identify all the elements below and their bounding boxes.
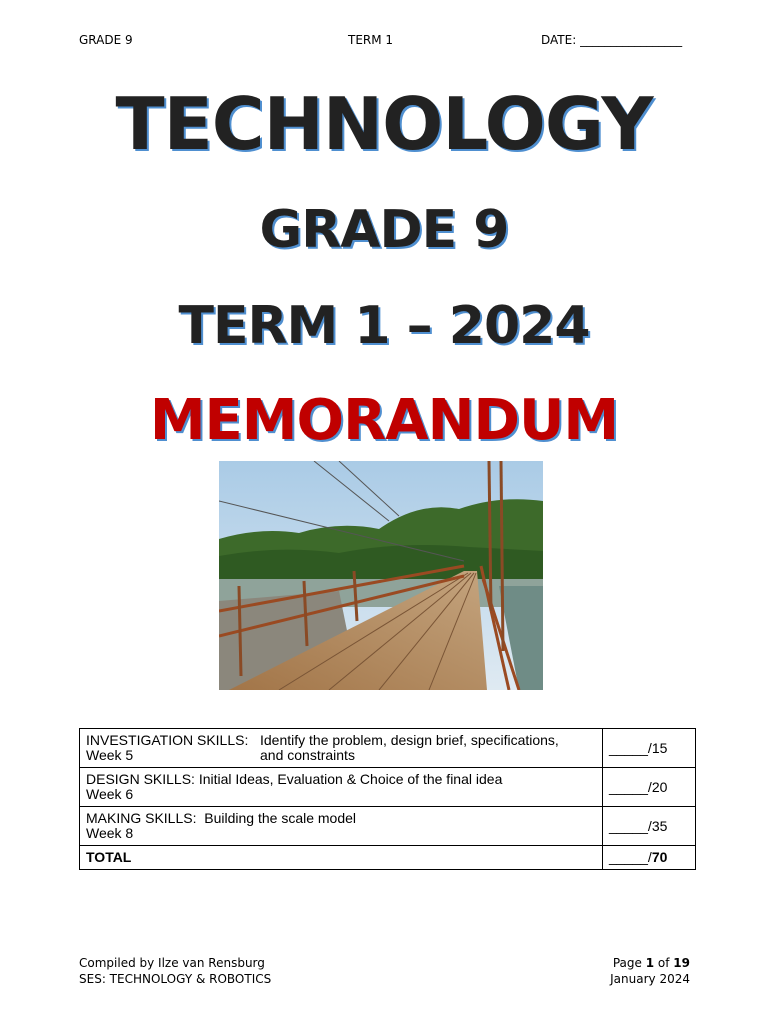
total-label: TOTAL [80, 846, 603, 870]
footer-right [610, 955, 690, 987]
week-label: Week 5 [86, 747, 134, 763]
table-row [80, 807, 696, 846]
making-cell [80, 807, 603, 846]
table-row [80, 846, 696, 870]
footer-ses: SES: TECHNOLOGY & ROBOTICS [79, 972, 272, 986]
score-field: _____/35 [603, 807, 696, 846]
bridge-photo [219, 461, 543, 690]
header-date: DATE: _________________ [541, 33, 683, 47]
skill-label: INVESTIGATION SKILLS: [86, 732, 249, 748]
title-technology: TECHNOLOGY [115, 82, 653, 166]
skill-description: Initial Ideas, Evaluation & Choice of the final idea [198, 771, 503, 787]
footer-left [79, 955, 271, 987]
skill-description: Building the scale model [204, 810, 357, 826]
score-field: _____/20 [603, 768, 696, 807]
table-row [80, 768, 696, 807]
title-grade: GRADE 9 [259, 200, 509, 260]
footer-date: January 2024 [610, 972, 690, 986]
investigation-cell [80, 729, 603, 768]
score-field: _____/15 [603, 729, 696, 768]
skill-label: DESIGN SKILLS: [86, 771, 195, 787]
total-score [603, 846, 696, 870]
skill-description-cont: and constraints [260, 747, 355, 763]
week-label: Week 6 [86, 786, 134, 802]
header-grade: GRADE 9 [79, 33, 133, 47]
skill-description: Identify the problem, design brief, specifications, [260, 732, 559, 748]
title-memorandum: MEMORANDUM [149, 388, 619, 453]
total-value: 70 [651, 849, 668, 865]
design-cell [80, 768, 603, 807]
header-term: TERM 1 [348, 33, 394, 47]
title-term: TERM 1 – 2024 [178, 296, 590, 356]
week-label: Week 8 [86, 825, 134, 841]
table-row [80, 729, 696, 768]
total-blank: _____/ [609, 849, 652, 865]
footer-compiled: Compiled by Ilze van Rensburg [79, 956, 265, 970]
score-table [79, 728, 696, 870]
page-number: Page 1 of 19 [612, 956, 690, 970]
skill-label: MAKING SKILLS: [86, 810, 197, 826]
